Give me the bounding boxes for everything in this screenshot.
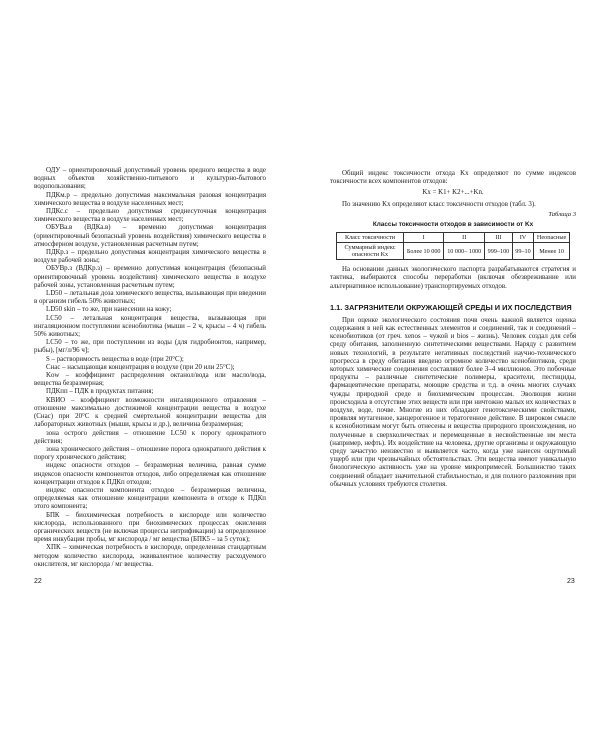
definition-paragraph: ОБУВа.в (ВДКа.в) – временно допустимая концентрация (ориентировочный безопасный уровень воздействия) химического вещества в атмосферном воздухе, установленная расчетным путем;	[34, 224, 266, 248]
definition-paragraph: ОДУ – ориентировочный допустимый уровень вредного вещества в воде водных объектов хозяйственно-питьевого и культурно-бытового водопользования;	[34, 167, 266, 191]
table-cell: Неопасные	[534, 233, 570, 243]
toxicity-class-table	[336, 232, 570, 260]
table-cell: I	[404, 233, 444, 243]
definition-paragraph: зона хронического действия – отношение порога однократного действия к порогу хронического действия;	[34, 445, 266, 462]
definition-paragraph: ПДКпп – ПДК в продуктах питания;	[46, 388, 154, 396]
table-caption: Классы токсичности отходов в зависимости от Kх	[372, 221, 534, 229]
table-cell: 999–100	[485, 243, 513, 260]
text-column	[330, 170, 576, 489]
after-formula-paragraph: По значению Kх определяют класс токсичности отходов (табл. 3).	[342, 200, 536, 208]
definition-paragraph: LD50 skin – то же, при нанесении на кожу;	[46, 306, 172, 314]
table-row	[337, 243, 570, 260]
table-number: Таблица 3	[548, 210, 576, 218]
definition-paragraph: ПДКс.с – предельно допустимая среднесуточная концентрация химического вещества в воздухе населенных мест;	[34, 208, 266, 224]
table-cell: 10 000– 1000	[444, 243, 485, 260]
table-cell: II	[444, 233, 485, 243]
table-row	[337, 233, 570, 243]
table-cell: Более 10 000	[404, 243, 444, 260]
table-cell: Менее 10	[534, 243, 570, 260]
definition-paragraph: КВИО – коэффициент возможности ингаляционного отравления – отношение максимально достижимой концентрации вещества в воздухе (Снас) при 20°С к средней смертельной концентрации вещества для лабораторных животных (мыши, крысы и др.), величина безразмерная;	[34, 396, 266, 429]
definition-paragraph: БПК – биохимическая потребность в кислороде или количество кислорода, использованного при биохимических процессах окисления органических веществ (не включая процессы нитрификации) за определенное время инкубации пробы, мг кислорода / мг вещества (БПК5 – за 5 суток);	[34, 511, 266, 544]
definition-paragraph: ПДКр.з – предельно допустимая концентрация химического вещества в воздухе рабочей зоны;	[34, 249, 266, 265]
section-heading: 1.1. ЗАГРЯЗНИТЕЛИ ОКРУЖАЮЩЕЙ СРЕДЫ И ИХ ПОСЛЕДСТВИЯ	[330, 302, 572, 312]
intro-paragraph: Общий индекс токсичности отхода Kх определяют по сумме индексов токсичности всех компонентов отходов:	[330, 170, 576, 186]
page-number: 23	[567, 578, 575, 585]
definition-paragraph: ПДКм.р – предельно допустимая максимальная разовая концентрация химического вещества в воздухе населенных мест;	[34, 191, 266, 207]
after-table-paragraph: На основании данных экологического паспорта разрабатываются стратегия и тактика, выбираются способы переработки (включая обезвреживание или альтернативное использование) транспортируемых отходов.	[330, 266, 576, 290]
abbreviation-list	[34, 167, 266, 569]
definition-paragraph: LC50 – летальная концентрация вещества, вызывающая при ингаляционном поступлении ксенобиотика (мыши – 2 ч, крысы – 4 ч) гибель 50% животных;	[34, 314, 266, 339]
table-cell: Класс токсичности	[337, 233, 404, 243]
definition-paragraph: Kow – коэффициент распределения октанол/вода или масло/вода, вещества безразмерная;	[34, 372, 266, 388]
page-number: 22	[34, 578, 42, 585]
definition-paragraph: индекс опасности отходов – безразмерная величина, равная сумме индексов опасности компонентов отходов, либо определяемая как отношение концентрации отходов к ПДКп отходов;	[34, 462, 266, 486]
table-cell: III	[485, 233, 513, 243]
definition-paragraph: LC50 – то же, при поступлении из воды (для гидробионтов, например, рыбы), [мг/л/96 ч];	[34, 339, 266, 355]
definition-paragraph: S – растворимость вещества в воде (при 20°С);	[46, 355, 184, 363]
section-paragraph: При оценке экологического состояния почв очень важной является оценка содержания в ней как естественных элементов и соединений, так и соединений – ксенобиотиков (от греч. xenos – чужой и bios – жизнь). Человек создал для себя среду обитания, заполненную синтетическими веществами. Наряду с развитием новых технологий, в результате негативных последствий научно-технического прогресса в среду обитания введено огромное количество ксенобиотиков, среди которых химические соединения составляют более 3–4 миллионов. Это побочные продукты – различные синтетические полимеры, красители, пестициды, фармацевтические препараты, моющие средства и т.д. в очень многих случаях чужды природной среде и биохимическим процессам. Эволюция жизни происходила в отсутствие этих веществ или при ничтожно малых их количествах в воздухе, воде, почве. Многие из них обладают генотоксическими свойствами, проявляя мутагенное, канцерогенное и тератогенное действие. В широком смысле к ксенобиотикам могут быть отнесены и вещества природного происхождения, но полученные в сверхколичествах и перемещенные в несвойственные им места (например, нефть). Их воздействие на человека, другие организмы и окружающую среду зачастую неизвестно и выявляется часто, когда уже нанесен ощутимый ущерб или при чрезвычайных обстоятельствах. Эти вещества имеют уникальную биологическую активность уже на уровне микропримесей. Большинство таких соединений обладает значительной стабильностью, и для полного разложения при обычных условиях требуются столетия.	[330, 316, 576, 488]
table-cell: 99–10	[512, 243, 533, 260]
definition-paragraph: индекс опасности компонента отходов – безразмерная величина, определяемая как отношение концентрации компонента в отходе к ПДКп этого компонента;	[34, 486, 266, 511]
definition-paragraph: ОБУВр.з (ВДКр.з) – временно допустимая концентрация (безопасный ориентировочный уровень воздействия) химического вещества в воздухе рабочей зоны, установленная расчетным путем;	[34, 265, 266, 289]
definition-paragraph: зона острого действия – отношение LC50 к порогу однократного действия;	[34, 429, 266, 445]
definition-paragraph: LD50 – летальная доза химического вещества, вызывающая при введении в организм гибель 50% животных;	[34, 290, 266, 306]
definition-paragraph: Снас – насыщающая концентрация в воздухе (при 20 или 25°С);	[46, 363, 235, 371]
table-cell: IV	[512, 233, 533, 243]
right-page	[300, 0, 600, 750]
formula: Kх = K1+ K2+...+Kn.	[422, 189, 484, 197]
table-cell: Суммарный индекс опасности Kх	[337, 243, 404, 260]
definition-paragraph: ХПК – химическая потребность в кислороде, определенная стандартным методом количество кислорода, эквивалентное количеству расходуемого окислителя, мг кислорода / мг вещества.	[34, 544, 266, 568]
